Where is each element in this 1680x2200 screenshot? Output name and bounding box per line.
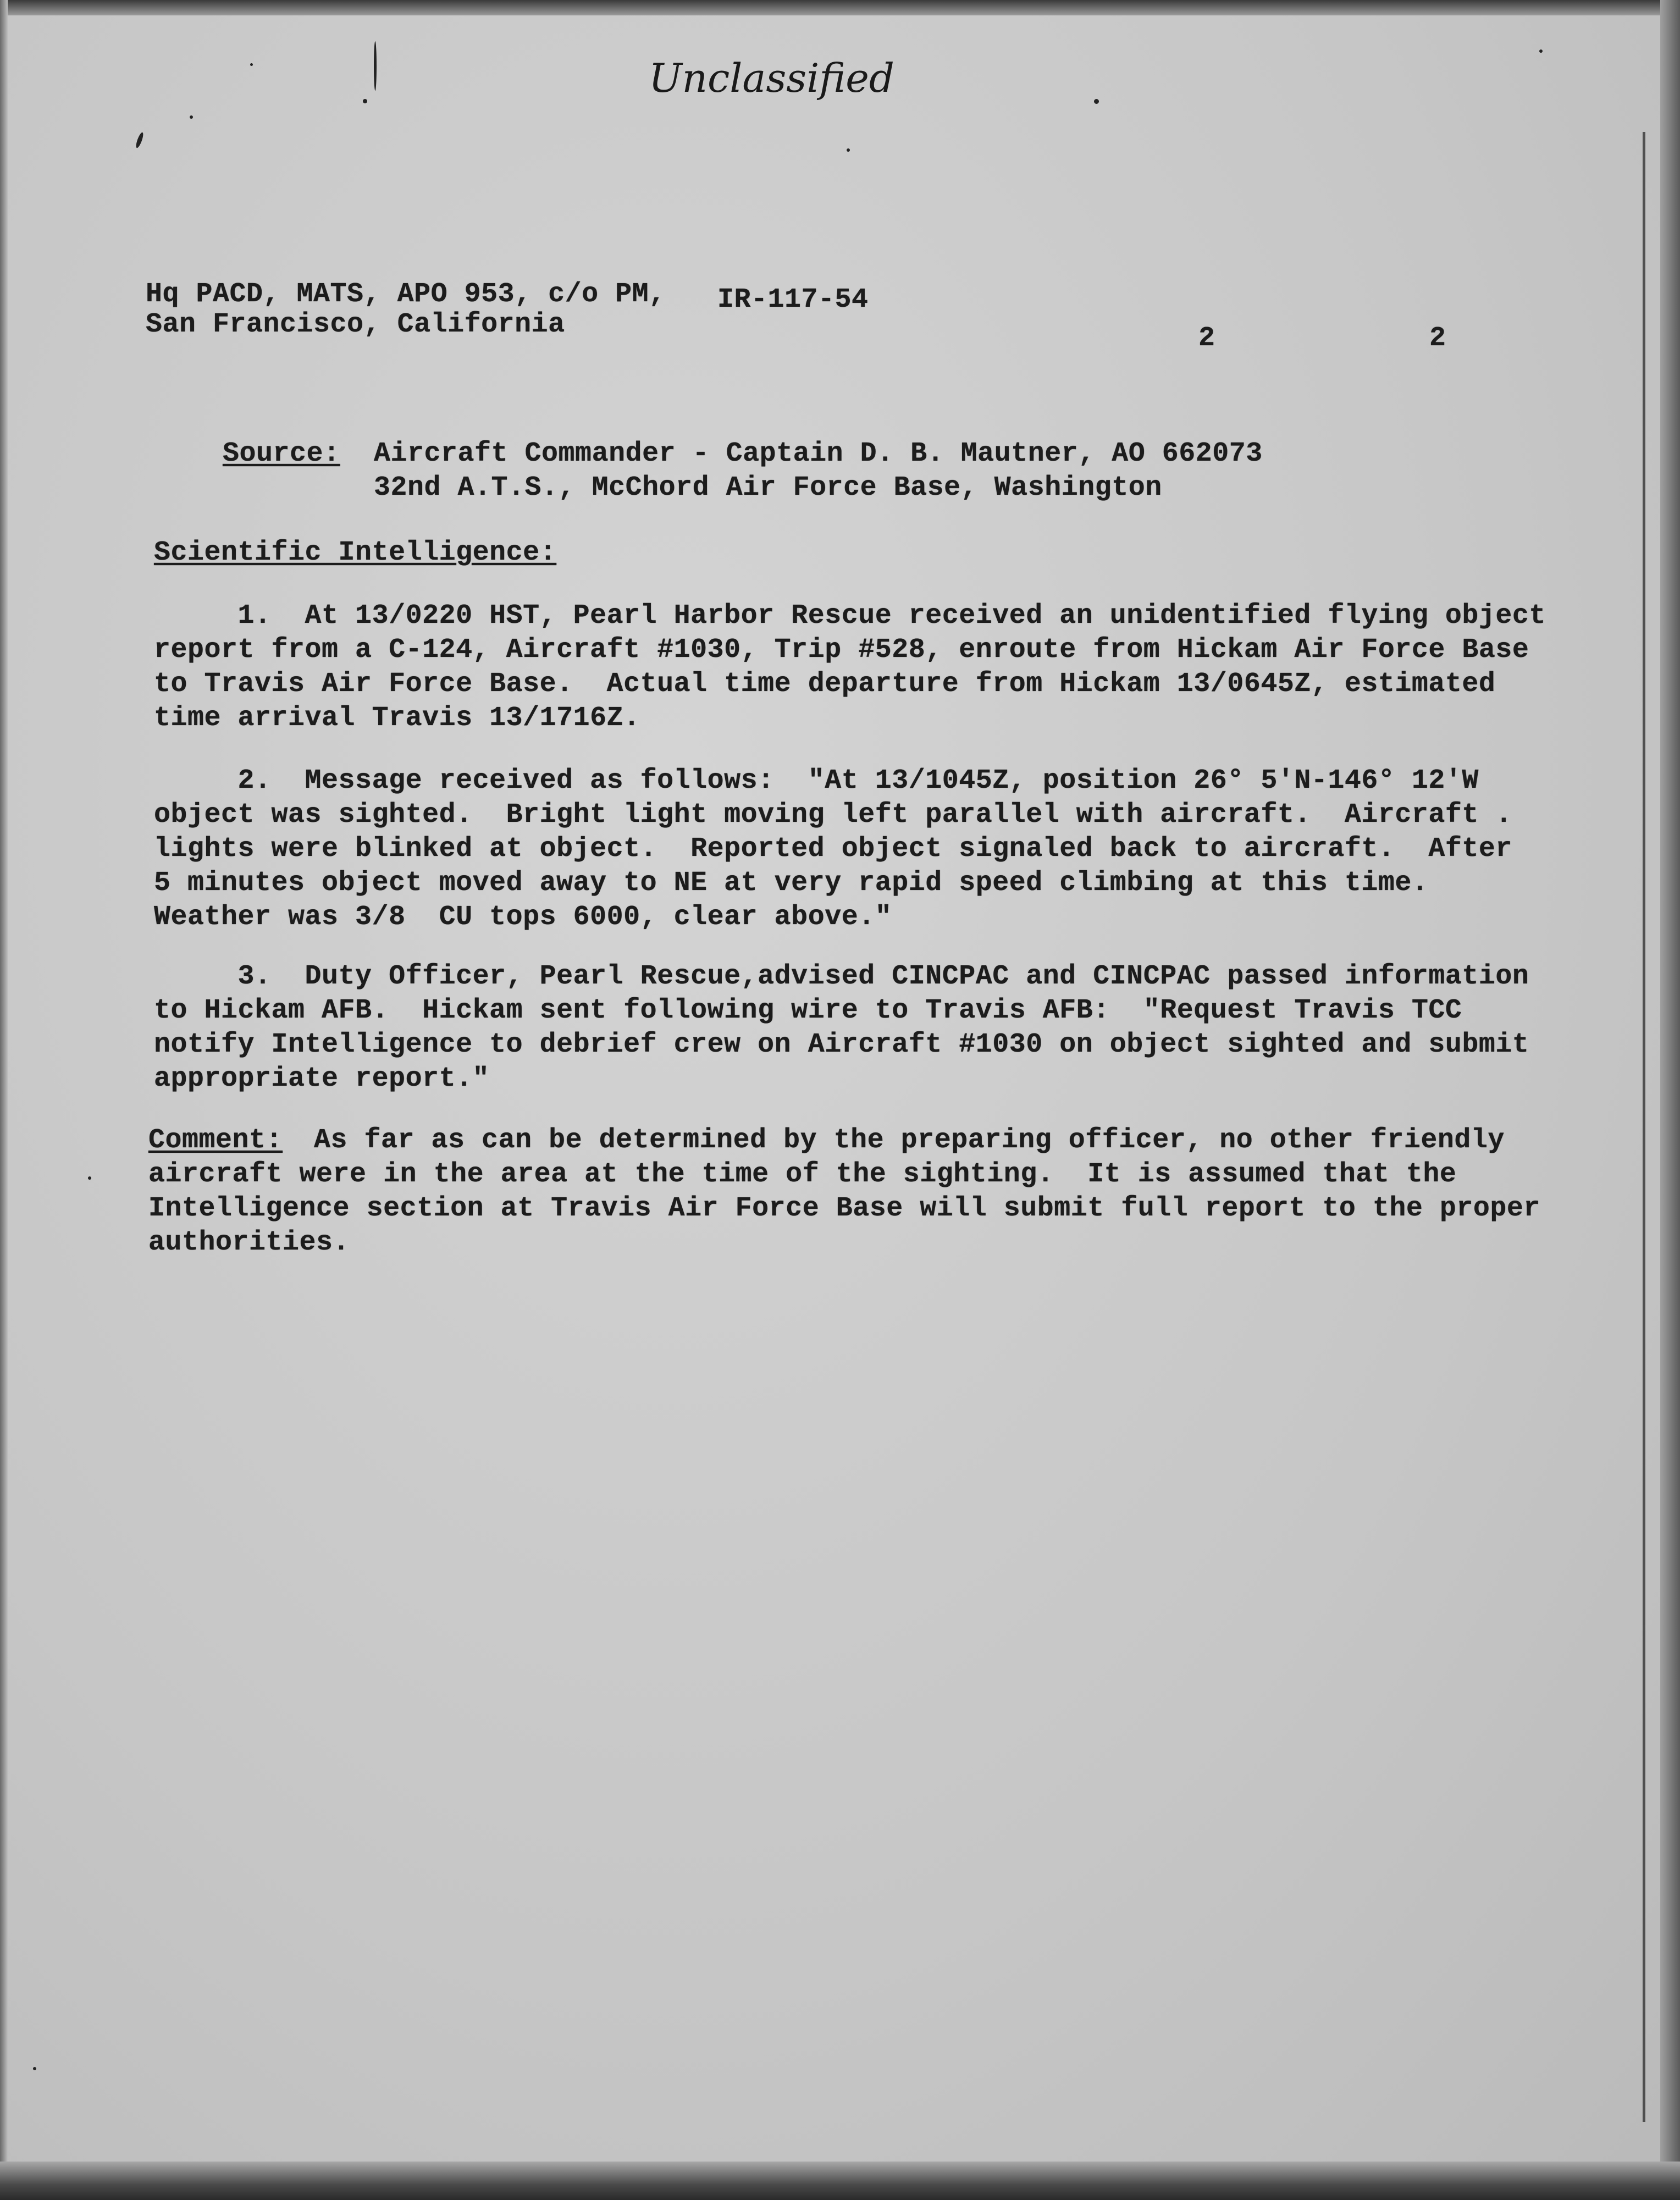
paragraph-line: to Hickam AFB. Hickam sent following wire to Travis AFB: "Request Travis TCC <box>154 995 1462 1026</box>
paragraph-line: notify Intelligence to debrief crew on Aircraft #1030 on object sighted and submit <box>154 1029 1529 1060</box>
paragraph-line: appropriate report." <box>154 1063 490 1095</box>
scan-edge-left <box>0 0 8 2200</box>
scan-edge-bottom <box>0 2162 1680 2200</box>
source-line-1: Aircraft Commander - Captain D. B. Mautner, AO 662073 <box>374 438 1263 469</box>
comment-line: aircraft were in the area at the time of the sighting. It is assumed that the <box>148 1159 1457 1190</box>
paragraph-line: to Travis Air Force Base. Actual time departure from Hickam 13/0645Z, estimated <box>154 668 1496 700</box>
comment-line: authorities. <box>148 1227 350 1258</box>
paragraph-line: object was sighted. Bright light moving left parallel with aircraft. Aircraft . <box>154 799 1512 831</box>
paragraph-line: 3. Duty Officer, Pearl Rescue,advised CINCPAC and CINCPAC passed information <box>154 961 1529 992</box>
comment-line: As far as can be determined by the preparing officer, no other friendly <box>280 1125 1505 1156</box>
margin-rule <box>1643 132 1645 2122</box>
scan-edge-top <box>0 0 1680 15</box>
classification-handwriting: Unclassified <box>649 55 894 101</box>
page-count: 2 <box>1429 323 1446 354</box>
paragraph-line: lights were blinked at object. Reported object signaled back to aircraft. After <box>154 833 1512 865</box>
paragraph-line: time arrival Travis 13/1716Z. <box>154 703 640 734</box>
comment-label: Comment: <box>148 1125 283 1156</box>
paragraph-line: 2. Message received as follows: "At 13/1045Z, position 26° 5'N-146° 12'W <box>154 765 1479 797</box>
source-label: Source: <box>223 438 340 469</box>
comment-line: Intelligence section at Travis Air Force Base will submit full report to the proper <box>148 1193 1540 1224</box>
paragraph-line: Weather was 3/8 CU tops 6000, clear above." <box>154 902 892 933</box>
paragraph-line: 1. At 13/0220 HST, Pearl Harbor Rescue received an unidentified flying object <box>154 600 1546 632</box>
scan-edge-right <box>1660 0 1680 2200</box>
page-number: 2 <box>1198 323 1215 354</box>
report-number: IR-117-54 <box>717 284 869 316</box>
section-heading: Scientific Intelligence: <box>154 537 557 568</box>
source-line-2: 32nd A.T.S., McChord Air Force Base, Washington <box>374 472 1162 504</box>
paragraph-line: 5 minutes object moved away to NE at very rapid speed climbing at this time. <box>154 867 1429 899</box>
paragraph-line: report from a C-124, Aircraft #1030, Trip #528, enroute from Hickam Air Force Base <box>154 634 1529 666</box>
header-city-line: San Francisco, California <box>146 309 565 340</box>
header-office-line: Hq PACD, MATS, APO 953, c/o PM, <box>146 279 666 310</box>
